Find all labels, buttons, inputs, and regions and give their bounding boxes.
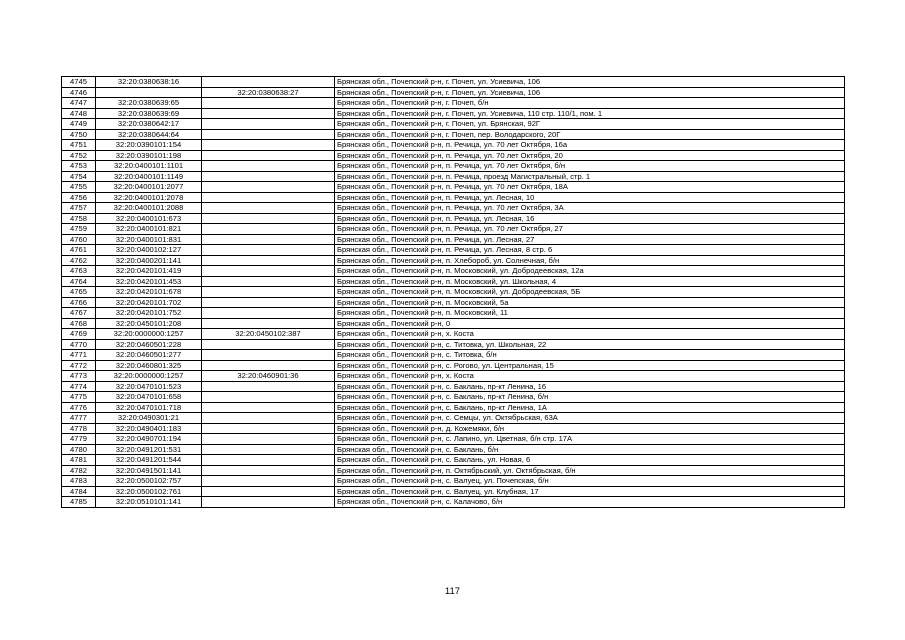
table-row	[62, 161, 845, 172]
cadastral-number-cell: 32:20:0400101:821	[96, 224, 202, 235]
table-row	[62, 476, 845, 487]
row-number-cell: 4767	[62, 308, 96, 319]
row-number-cell: 4764	[62, 276, 96, 287]
cadastral-number-cell: 32:20:0380644:64	[96, 129, 202, 140]
previous-cadastral-number-cell	[202, 234, 335, 245]
cadastral-number-cell: 32:20:0510101:141	[96, 497, 202, 508]
row-number-cell: 4754	[62, 171, 96, 182]
cadastral-number-cell: 32:20:0420101:702	[96, 297, 202, 308]
table-row	[62, 455, 845, 466]
address-cell: Брянская обл., Почепский р-н, п. Хлебороб, ул. Солнечная, б/н	[335, 255, 845, 266]
row-number-cell: 4760	[62, 234, 96, 245]
previous-cadastral-number-cell	[202, 213, 335, 224]
row-number-cell: 4757	[62, 203, 96, 214]
previous-cadastral-number-cell	[202, 297, 335, 308]
row-number-cell: 4759	[62, 224, 96, 235]
address-cell: Брянская обл., Почепский р-н, п. Речица, проезд Магистральный, стр. 1	[335, 171, 845, 182]
previous-cadastral-number-cell	[202, 171, 335, 182]
row-number-cell: 4752	[62, 150, 96, 161]
address-cell: Брянская обл., Почепский р-н, п. Речица, ул. 70 лет Октября, 16а	[335, 140, 845, 151]
cadastral-number-cell: 32:20:0400101:673	[96, 213, 202, 224]
cadastral-number-cell: 32:20:0400102:127	[96, 245, 202, 256]
previous-cadastral-number-cell	[202, 455, 335, 466]
cadastral-number-cell: 32:20:0460501:228	[96, 339, 202, 350]
row-number-cell: 4753	[62, 161, 96, 172]
address-cell: Брянская обл., Почепский р-н, с. Баклань, пр-кт Ленина, 1А	[335, 402, 845, 413]
address-cell: Брянская обл., Почепский р-н, с. Валуец, ул. Почепская, б/н	[335, 476, 845, 487]
table-row	[62, 423, 845, 434]
previous-cadastral-number-cell	[202, 339, 335, 350]
previous-cadastral-number-cell	[202, 497, 335, 508]
cadastral-number-cell: 32:20:0400101:1101	[96, 161, 202, 172]
row-number-cell: 4777	[62, 413, 96, 424]
address-cell: Брянская обл., Почепский р-н, г. Почеп, ул. Брянская, 92Г	[335, 119, 845, 130]
table-row	[62, 234, 845, 245]
cadastral-number-cell: 32:20:0470101:523	[96, 381, 202, 392]
previous-cadastral-number-cell	[202, 98, 335, 109]
address-cell: Брянская обл., Почепский р-н, х. Коста	[335, 371, 845, 382]
address-cell: Брянская обл., Почепский р-н, п. Речица, ул. Лесная, 10	[335, 192, 845, 203]
previous-cadastral-number-cell	[202, 465, 335, 476]
row-number-cell: 4780	[62, 444, 96, 455]
cadastral-number-cell: 32:20:0490401:183	[96, 423, 202, 434]
cadastral-number-cell: 32:20:0390101:154	[96, 140, 202, 151]
cadastral-number-cell: 32:20:0400201:141	[96, 255, 202, 266]
cadastral-number-cell: 32:20:0420101:678	[96, 287, 202, 298]
table-row	[62, 360, 845, 371]
row-number-cell: 4756	[62, 192, 96, 203]
page-number: 117	[444, 586, 461, 597]
cadastral-number-cell: 32:20:0420101:453	[96, 276, 202, 287]
address-cell: Брянская обл., Почепский р-н, п. Московский, 5а	[335, 297, 845, 308]
address-cell: Брянская обл., Почепский р-н, с. Титовка, ул. Школьная, 22	[335, 339, 845, 350]
cadastral-number-cell: 32:20:0400101:1149	[96, 171, 202, 182]
address-cell: Брянская обл., Почепский р-н, п. Московский, ул. Добродеевская, 12а	[335, 266, 845, 277]
previous-cadastral-number-cell	[202, 486, 335, 497]
table-row	[62, 203, 845, 214]
table-row	[62, 402, 845, 413]
row-number-cell: 4785	[62, 497, 96, 508]
address-cell: Брянская обл., Почепский р-н, с. Лапино, ул. Цветная, б/н стр. 17А	[335, 434, 845, 445]
previous-cadastral-number-cell	[202, 444, 335, 455]
address-cell: Брянская обл., Почепский р-н, с. Калачово, б/н	[335, 497, 845, 508]
address-cell: Брянская обл., Почепский р-н, с. Валуец, ул. Клубная, 17	[335, 486, 845, 497]
cadastral-number-cell: 32:20:0490301:21	[96, 413, 202, 424]
row-number-cell: 4749	[62, 119, 96, 130]
table-row	[62, 486, 845, 497]
cadastral-number-cell: 32:20:0470101:718	[96, 402, 202, 413]
previous-cadastral-number-cell	[202, 318, 335, 329]
cadastral-number-cell: 32:20:0400101:831	[96, 234, 202, 245]
row-number-cell: 4758	[62, 213, 96, 224]
address-cell: Брянская обл., Почепский р-н, 0	[335, 318, 845, 329]
previous-cadastral-number-cell	[202, 476, 335, 487]
table-row	[62, 287, 845, 298]
row-number-cell: 4775	[62, 392, 96, 403]
row-number-cell: 4765	[62, 287, 96, 298]
table-row	[62, 192, 845, 203]
address-cell: Брянская обл., Почепский р-н, п. Речица, ул. 70 лет Октября, 27	[335, 224, 845, 235]
table-row	[62, 392, 845, 403]
row-number-cell: 4763	[62, 266, 96, 277]
table-row	[62, 87, 845, 98]
row-number-cell: 4773	[62, 371, 96, 382]
previous-cadastral-number-cell	[202, 224, 335, 235]
previous-cadastral-number-cell	[202, 119, 335, 130]
table-row	[62, 150, 845, 161]
table-row	[62, 98, 845, 109]
address-cell: Брянская обл., Почепский р-н, д. Кожемяки, б/н	[335, 423, 845, 434]
table-row	[62, 140, 845, 151]
address-cell: Брянская обл., Почепский р-н, п. Московский, ул. Добродеевская, 5Б	[335, 287, 845, 298]
cadastral-number-cell: 32:20:0460801:325	[96, 360, 202, 371]
previous-cadastral-number-cell	[202, 266, 335, 277]
row-number-cell: 4745	[62, 77, 96, 88]
previous-cadastral-number-cell	[202, 350, 335, 361]
address-cell: Брянская обл., Почепский р-н, с. Рогово, ул. Центральная, 15	[335, 360, 845, 371]
table-row	[62, 318, 845, 329]
previous-cadastral-number-cell	[202, 77, 335, 88]
table-row	[62, 77, 845, 88]
previous-cadastral-number-cell	[202, 140, 335, 151]
cadastral-number-cell: 32:20:0500102:757	[96, 476, 202, 487]
row-number-cell: 4766	[62, 297, 96, 308]
previous-cadastral-number-cell	[202, 255, 335, 266]
row-number-cell: 4769	[62, 329, 96, 340]
row-number-cell: 4782	[62, 465, 96, 476]
row-number-cell: 4751	[62, 140, 96, 151]
previous-cadastral-number-cell	[202, 161, 335, 172]
registry-table	[61, 76, 845, 508]
cadastral-number-cell: 32:20:0400101:2088	[96, 203, 202, 214]
row-number-cell: 4771	[62, 350, 96, 361]
table-row	[62, 129, 845, 140]
row-number-cell: 4776	[62, 402, 96, 413]
cadastral-number-cell: 32:20:0491201:544	[96, 455, 202, 466]
table-row	[62, 297, 845, 308]
previous-cadastral-number-cell: 32:20:0460901:36	[202, 371, 335, 382]
row-number-cell: 4781	[62, 455, 96, 466]
table-row	[62, 245, 845, 256]
row-number-cell: 4755	[62, 182, 96, 193]
cadastral-number-cell: 32:20:0380642:17	[96, 119, 202, 130]
address-cell: Брянская обл., Почепский р-н, п. Речица, ул. 70 лет Октября, б/н	[335, 161, 845, 172]
address-cell: Брянская обл., Почепский р-н, с. Титовка, б/н	[335, 350, 845, 361]
table-row	[62, 182, 845, 193]
address-cell: Брянская обл., Почепский р-н, п. Речица, ул. Лесная, 8 стр. 6	[335, 245, 845, 256]
previous-cadastral-number-cell	[202, 203, 335, 214]
previous-cadastral-number-cell	[202, 287, 335, 298]
address-cell: Брянская обл., Почепский р-н, п. Речица, ул. 70 лет Октября, 3А	[335, 203, 845, 214]
address-cell: Брянская обл., Почепский р-н, х. Коста	[335, 329, 845, 340]
address-cell: Брянская обл., Почепский р-н, п. Московский, 11	[335, 308, 845, 319]
row-number-cell: 4768	[62, 318, 96, 329]
previous-cadastral-number-cell: 32:20:0450102:387	[202, 329, 335, 340]
address-cell: Брянская обл., Почепский р-н, г. Почеп, ул. Усиевича, 110 стр. 110/1, пом. 1	[335, 108, 845, 119]
previous-cadastral-number-cell	[202, 402, 335, 413]
address-cell: Брянская обл., Почепский р-н, с. Баклань, пр-кт Ленина, б/н	[335, 392, 845, 403]
address-cell: Брянская обл., Почепский р-н, г. Почеп, ул. Усиевича, 106	[335, 77, 845, 88]
previous-cadastral-number-cell	[202, 276, 335, 287]
table-row	[62, 371, 845, 382]
cadastral-number-cell: 32:20:0400101:2078	[96, 192, 202, 203]
cadastral-number-cell: 32:20:0000000:1257	[96, 371, 202, 382]
cadastral-number-cell: 32:20:0491501:141	[96, 465, 202, 476]
table-row	[62, 329, 845, 340]
table-row	[62, 339, 845, 350]
previous-cadastral-number-cell	[202, 423, 335, 434]
address-cell: Брянская обл., Почепский р-н, п. Речица, ул. 70 лет Октября, 18А	[335, 182, 845, 193]
row-number-cell: 4774	[62, 381, 96, 392]
row-number-cell: 4761	[62, 245, 96, 256]
row-number-cell: 4762	[62, 255, 96, 266]
row-number-cell: 4746	[62, 87, 96, 98]
address-cell: Брянская обл., Почепский р-н, п. Речица, ул. Лесная, 27	[335, 234, 845, 245]
address-cell: Брянская обл., Почепский р-н, с. Баклань, ул. Новая, 6	[335, 455, 845, 466]
table-row	[62, 434, 845, 445]
table-row	[62, 308, 845, 319]
table-row	[62, 224, 845, 235]
registry-table-body	[62, 77, 845, 508]
address-cell: Брянская обл., Почепский р-н, п. Речица, ул. 70 лет Октября, 20	[335, 150, 845, 161]
table-row	[62, 444, 845, 455]
row-number-cell: 4770	[62, 339, 96, 350]
table-row	[62, 108, 845, 119]
address-cell: Брянская обл., Почепский р-н, г. Почеп, ул. Усиевича, 106	[335, 87, 845, 98]
cadastral-number-cell: 32:20:0420101:752	[96, 308, 202, 319]
previous-cadastral-number-cell	[202, 392, 335, 403]
previous-cadastral-number-cell	[202, 182, 335, 193]
cadastral-number-cell: 32:20:0470101:658	[96, 392, 202, 403]
table-row	[62, 255, 845, 266]
address-cell: Брянская обл., Почепский р-н, п. Речица, ул. Лесная, 16	[335, 213, 845, 224]
row-number-cell: 4750	[62, 129, 96, 140]
previous-cadastral-number-cell	[202, 434, 335, 445]
previous-cadastral-number-cell	[202, 192, 335, 203]
table-row	[62, 497, 845, 508]
row-number-cell: 4784	[62, 486, 96, 497]
table-row	[62, 413, 845, 424]
cadastral-number-cell: 32:20:0000000:1257	[96, 329, 202, 340]
table-row	[62, 266, 845, 277]
cadastral-number-cell: 32:20:0420101:419	[96, 266, 202, 277]
table-row	[62, 350, 845, 361]
table-row	[62, 171, 845, 182]
row-number-cell: 4783	[62, 476, 96, 487]
cadastral-number-cell: 32:20:0490701:194	[96, 434, 202, 445]
row-number-cell: 4778	[62, 423, 96, 434]
previous-cadastral-number-cell: 32:20:0380638:27	[202, 87, 335, 98]
cadastral-number-cell	[96, 87, 202, 98]
previous-cadastral-number-cell	[202, 129, 335, 140]
previous-cadastral-number-cell	[202, 108, 335, 119]
row-number-cell: 4747	[62, 98, 96, 109]
previous-cadastral-number-cell	[202, 381, 335, 392]
table-row	[62, 276, 845, 287]
address-cell: Брянская обл., Почепский р-н, с. Баклань, пр-кт Ленина, 16	[335, 381, 845, 392]
address-cell: Брянская обл., Почепский р-н, п. Октябрьский, ул. Октябрьская, б/н	[335, 465, 845, 476]
cadastral-number-cell: 32:20:0380638:16	[96, 77, 202, 88]
row-number-cell: 4779	[62, 434, 96, 445]
address-cell: Брянская обл., Почепский р-н, п. Московский, ул. Школьная, 4	[335, 276, 845, 287]
cadastral-number-cell: 32:20:0380639:69	[96, 108, 202, 119]
address-cell: Брянская обл., Почепский р-н, г. Почеп, пер. Володарского, 20Г	[335, 129, 845, 140]
table-row	[62, 119, 845, 130]
address-cell: Брянская обл., Почепский р-н, г. Почеп, б/н	[335, 98, 845, 109]
cadastral-number-cell: 32:20:0400101:2077	[96, 182, 202, 193]
row-number-cell: 4748	[62, 108, 96, 119]
previous-cadastral-number-cell	[202, 308, 335, 319]
address-cell: Брянская обл., Почепский р-н, с. Баклань, б/н	[335, 444, 845, 455]
row-number-cell: 4772	[62, 360, 96, 371]
table-row	[62, 213, 845, 224]
cadastral-number-cell: 32:20:0450101:208	[96, 318, 202, 329]
cadastral-number-cell: 32:20:0390101:198	[96, 150, 202, 161]
previous-cadastral-number-cell	[202, 245, 335, 256]
table-row	[62, 465, 845, 476]
table-row	[62, 381, 845, 392]
previous-cadastral-number-cell	[202, 150, 335, 161]
cadastral-number-cell: 32:20:0460501:277	[96, 350, 202, 361]
cadastral-number-cell: 32:20:0491201:531	[96, 444, 202, 455]
previous-cadastral-number-cell	[202, 413, 335, 424]
address-cell: Брянская обл., Почепский р-н, с. Семцы, ул. Октябрьская, 63А	[335, 413, 845, 424]
previous-cadastral-number-cell	[202, 360, 335, 371]
cadastral-number-cell: 32:20:0380639:65	[96, 98, 202, 109]
cadastral-number-cell: 32:20:0500102:761	[96, 486, 202, 497]
